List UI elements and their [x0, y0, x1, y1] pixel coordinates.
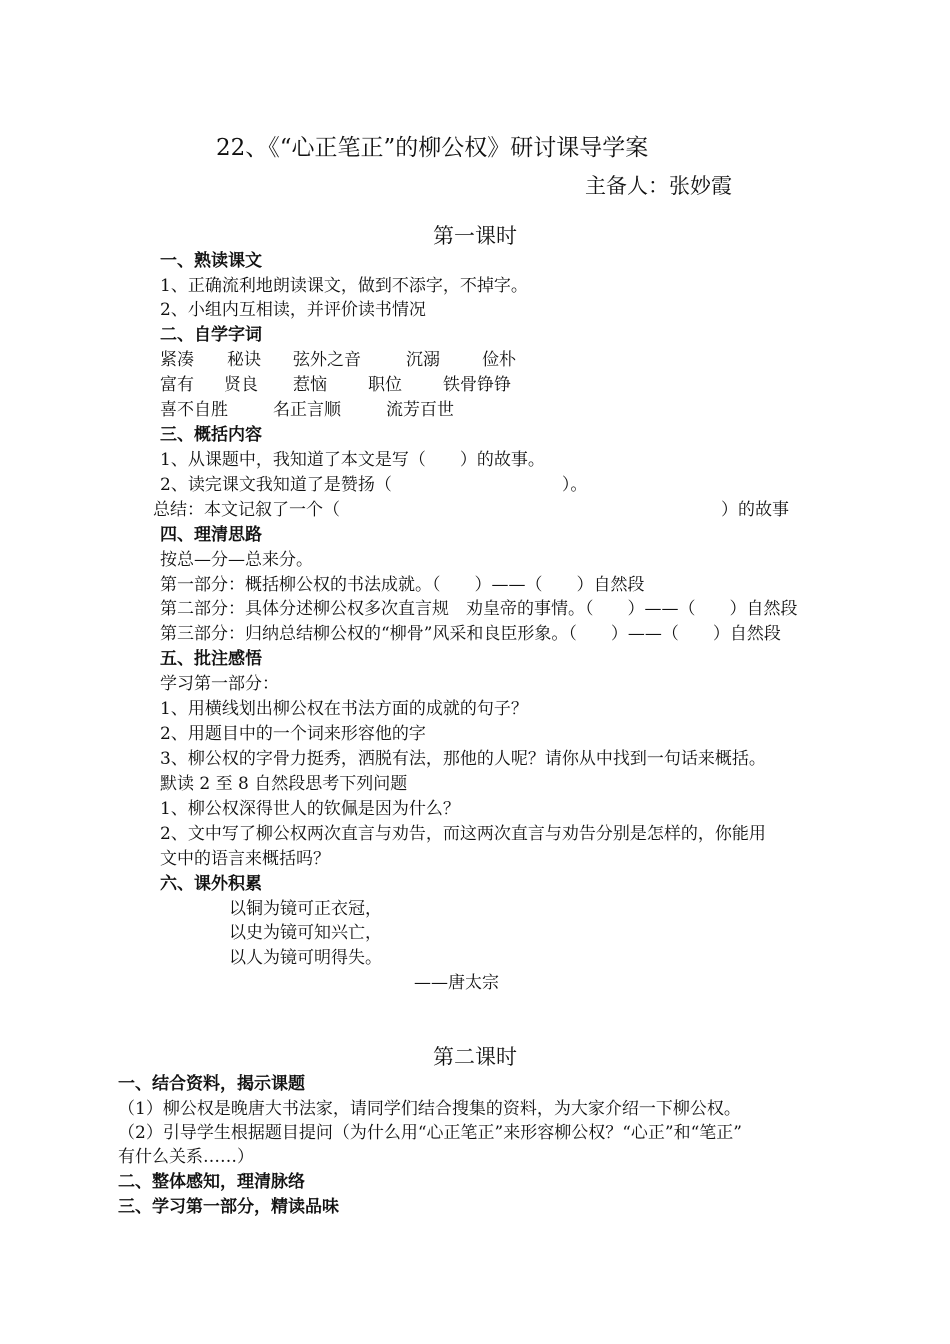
l1-s3-line2: 2、读完课文我知道了是赞扬（ ）。 [160, 475, 588, 495]
l1-s5-line1: 学习第一部分： [160, 674, 279, 694]
l1-s5-line8: 文中的语言来概括吗？ [160, 849, 330, 869]
vocab-word: 紧凑 [160, 350, 194, 370]
l1-s4-line2: 第一部分：概括柳公权的书法成就。（ ）——（ ）自然段 [160, 575, 645, 595]
summary-prefix: 总结：本文记叙了一个（ [153, 500, 340, 520]
vocab-word: 贤良 [224, 375, 258, 395]
vocab-row-2 [160, 374, 511, 396]
vocab-word: 惹恼 [293, 375, 327, 395]
l1-s5-line5: 默读 2 至 8 自然段思考下列问题 [160, 774, 408, 794]
l1-s1-line1: 1、正确流利地朗读课文，做到不添字，不掉字。 [160, 276, 528, 296]
lesson2-heading: 第二课时 [433, 1045, 517, 1069]
vocab-row-1 [160, 349, 516, 371]
poem-line-1: 以铜为镜可正衣冠， [229, 899, 382, 919]
vocab-word: 流芳百世 [386, 400, 454, 420]
l2-section1-title: 一、结合资料，揭示课题 [118, 1074, 305, 1094]
l1-section5-title: 五、批注感悟 [160, 649, 262, 669]
vocab-word: 沉溺 [406, 350, 440, 370]
l2-s1-line2: （2）引导学生根据题目提问（为什么用“心正笔正”来形容柳公权？“心正”和“笔正” [118, 1123, 742, 1143]
l2-s1-line1: （1）柳公权是晚唐大书法家，请同学们结合搜集的资料，为大家介绍一下柳公权。 [118, 1099, 741, 1119]
l1-section2-title: 二、自学字词 [160, 325, 262, 345]
vocab-word: 秘诀 [227, 350, 261, 370]
vocab-word: 喜不自胜 [160, 400, 228, 420]
poem-line-3: 以人为镜可明得失。 [229, 948, 382, 968]
document-title: 22、《“心正笔正”的柳公权》研讨课导学案 [216, 135, 649, 161]
poem-line-2: 以史为镜可知兴亡， [229, 923, 382, 943]
l1-section6-title: 六、课外积累 [160, 874, 262, 894]
vocab-word: 名正言顺 [273, 400, 341, 420]
vocab-word: 弦外之音 [293, 350, 361, 370]
vocab-word: 铁骨铮铮 [443, 375, 511, 395]
lesson1-heading: 第一课时 [433, 224, 517, 248]
l1-s4-line4: 第三部分：归纳总结柳公权的“柳骨”风采和良臣形象。（ ）——（ ）自然段 [160, 624, 781, 644]
author-line: 主备人：张妙霞 [585, 174, 732, 198]
vocab-word: 职位 [368, 375, 402, 395]
poem-attribution: ——唐太宗 [414, 973, 499, 993]
l1-s5-line7: 2、文中写了柳公权两次直言与劝告，而这两次直言与劝告分别是怎样的，你能用 [160, 824, 766, 844]
l2-s1-line3: 有什么关系……） [118, 1147, 254, 1167]
summary-suffix: ）的故事 [721, 500, 789, 520]
l1-s5-line6: 1、柳公权深得世人的钦佩是因为什么？ [160, 799, 460, 819]
vocab-word: 俭朴 [482, 350, 516, 370]
l2-section3-title: 三、学习第一部分，精读品味 [118, 1197, 339, 1217]
l2-section2-title: 二、整体感知，理清脉络 [118, 1172, 305, 1192]
l1-s4-line1: 按总—分—总来分。 [160, 550, 313, 570]
vocab-word: 富有 [160, 375, 194, 395]
l1-s1-line2: 2、小组内互相读，并评价读书情况 [160, 300, 426, 320]
l1-section4-title: 四、理清思路 [160, 525, 262, 545]
vocab-row-3 [160, 399, 454, 421]
l1-section1-title: 一、熟读课文 [160, 251, 262, 271]
l1-s5-line3: 2、用题目中的一个词来形容他的字 [160, 724, 426, 744]
l1-section3-title: 三、概括内容 [160, 425, 262, 445]
l1-s3-line1: 1、从课题中，我知道了本文是写（ ）的故事。 [160, 450, 545, 470]
l1-s5-line2: 1、用横线划出柳公权在书法方面的成就的句子？ [160, 699, 528, 719]
l1-s5-line4: 3、柳公权的字骨力挺秀，洒脱有法，那他的人呢？请你从中找到一句话来概括。 [160, 749, 766, 769]
l1-s4-line3: 第二部分：具体分述柳公权多次直言规 劝皇帝的事情。（ ）——（ ）自然段 [160, 599, 798, 619]
